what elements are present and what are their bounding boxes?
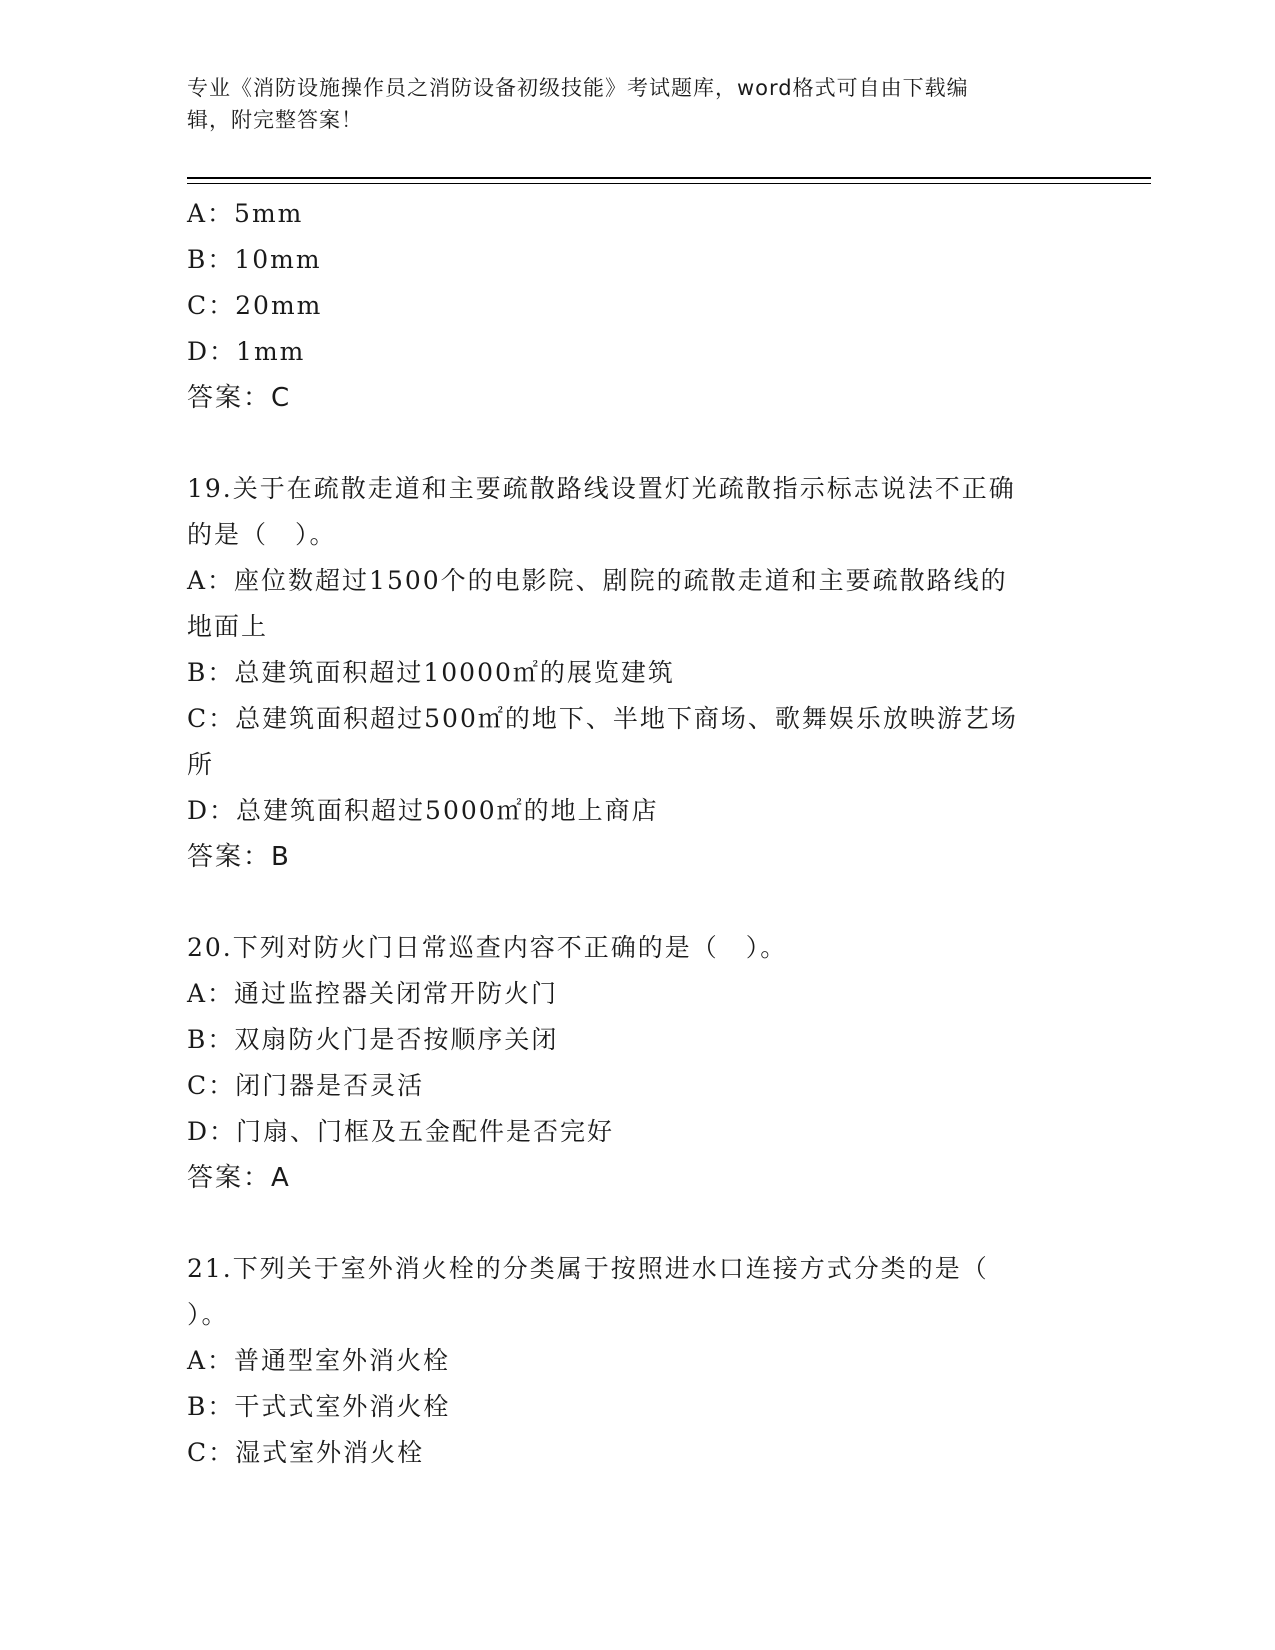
question-stem: 21.下列关于室外消火栓的分类属于按照进水口连接方式分类的是（: [187, 1254, 989, 1283]
option-d: D：总建筑面积超过5000㎡的地上商店: [187, 796, 659, 825]
document-header: [187, 72, 1087, 136]
question-content: [187, 191, 1087, 1476]
option-c: C：闭门器是否灵活: [187, 1071, 425, 1100]
option-a: A：通过监控器关闭常开防火门: [187, 979, 559, 1008]
option-a: A：座位数超过1500个的电影院、剧院的疏散走道和主要疏散路线的: [187, 566, 1008, 595]
question-stem-cont: ）。: [187, 1300, 229, 1329]
question-stem: 19.关于在疏散走道和主要疏散路线设置灯光疏散指示标志说法不正确: [187, 474, 1016, 503]
option-a: A：普通型室外消火栓: [187, 1346, 451, 1375]
header-line-1: 专业《消防设施操作员之消防设备初级技能》考试题库，word格式可自由下载编: [187, 76, 969, 100]
question-21-block: [187, 1246, 1087, 1476]
option-d: D：1mm: [187, 337, 306, 366]
option-b: B：总建筑面积超过10000㎡的展览建筑: [187, 658, 675, 687]
option-c: C：20mm: [187, 291, 323, 320]
header-line-2: 辑，附完整答案！: [187, 108, 363, 132]
option-b: B：双扇防火门是否按顺序关闭: [187, 1025, 559, 1054]
question-stem: 20.下列对防火门日常巡查内容不正确的是（ ）。: [187, 933, 788, 962]
option-c: C：总建筑面积超过500㎡的地下、半地下商场、歌舞娱乐放映游艺场: [187, 704, 1018, 733]
option-c: C：湿式室外消火栓: [187, 1438, 425, 1467]
option-a-cont: 地面上: [187, 612, 269, 641]
question-stem-cont: 的是（ ）。: [187, 520, 337, 549]
header-divider-thick: [187, 177, 1151, 179]
answer: 答案：B: [187, 842, 291, 872]
answer: 答案：C: [187, 383, 292, 413]
option-b: B：10mm: [187, 245, 322, 274]
question-20-block: [187, 925, 1087, 1201]
answer: 答案：A: [187, 1163, 291, 1193]
option-a: A：5mm: [187, 199, 304, 228]
header-divider-thin: [187, 183, 1151, 184]
option-b: B：干式式室外消火栓: [187, 1392, 451, 1421]
option-d: D：门扇、门框及五金配件是否完好: [187, 1117, 615, 1146]
question-19-block: [187, 466, 1087, 880]
option-c-cont: 所: [187, 750, 215, 779]
prev-question-block: [187, 191, 1087, 421]
